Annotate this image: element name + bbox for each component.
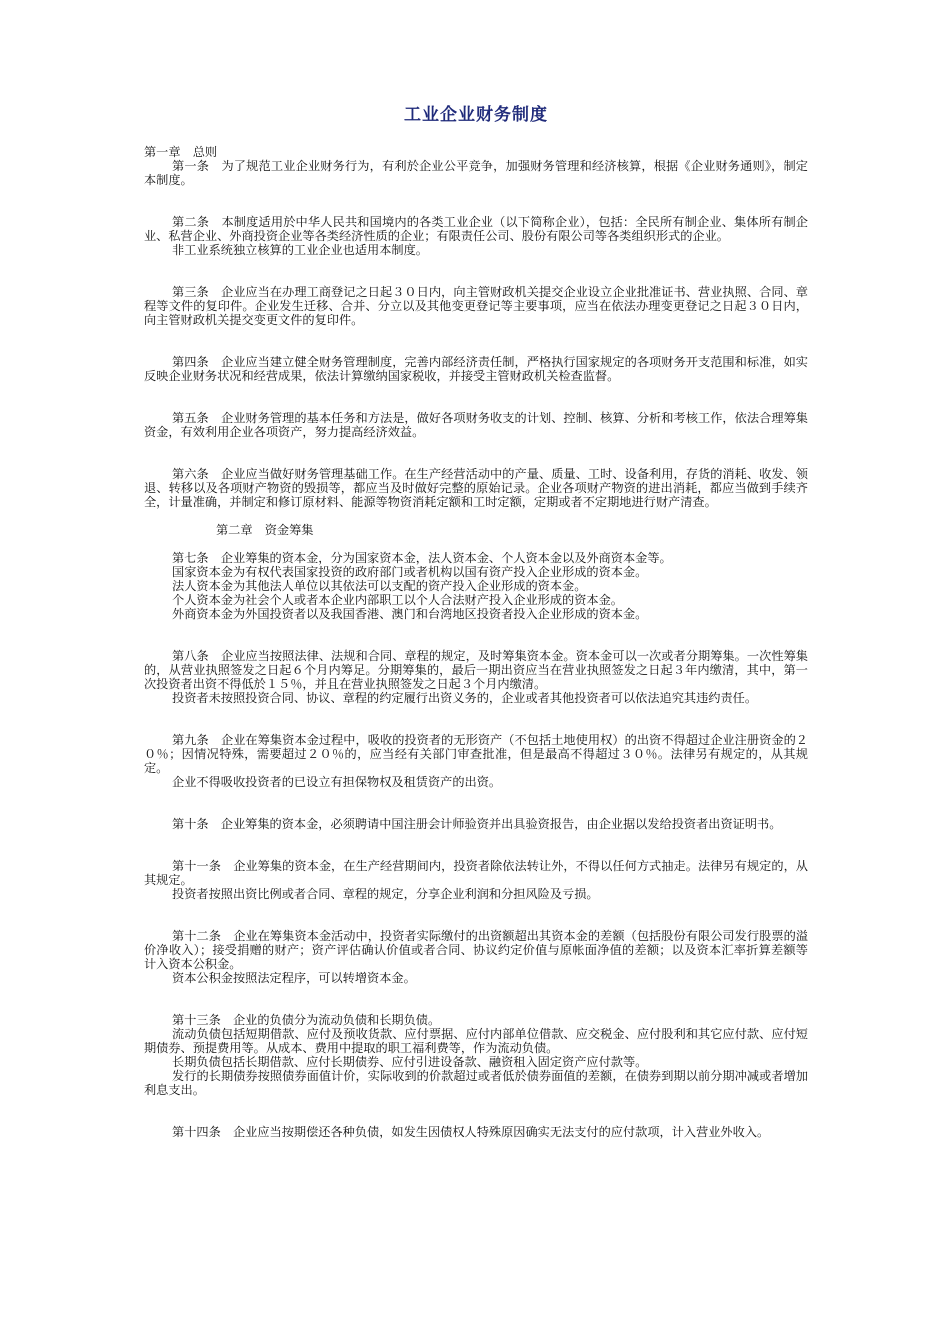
article-paragraph: 第六条 企业应当做好财务管理基础工作。在生产经营活动中的产量、质量、工时、设备利用，存货的消耗、收发、领退、转移以及各项财产物资的毁损等，都应当及时做好完整的原始记录。企业各项财产物资的进出消耗，都应当做到手续齐全，计量准确，并制定和修订原材料、能源等物资消耗定额和工时定额，定期或者不定期地进行财产清查。 — [144, 467, 808, 509]
sub-paragraph: 长期负债包括长期借款、应付长期债券、应付引进设备款、融资租入固定资产应付款等。 — [172, 1055, 648, 1069]
article-paragraph: 第五条 企业财务管理的基本任务和方法是，做好各项财务收支的计划、控制、核算、分析和考核工作，依法合理筹集资金，有效利用企业各项资产，努力提高经济效益。 — [144, 411, 808, 439]
sub-paragraph: 个人资本金为社会个人或者本企业内部职工以个人合法财产投入企业形成的资本金。 — [172, 593, 623, 607]
article-paragraph: 第八条 企业应当按照法律、法规和合同、章程的规定，及时筹集资本金。资本金可以一次或者分期筹集。一次性筹集的，从营业执照签发之日起６个月内筹足。分期筹集的，最后一期出资应当在营业执照签发之日起３年内缴清，其中，第一次投资者出资不得低於１５％，并且在营业执照签发之日起３个月内缴清。 — [144, 649, 808, 691]
sub-paragraph: 流动负债包括短期借款、应付及预收货款、应付票据、应付内部单位借款、应交税金、应付股利和其它应付款、应付短期债券、预提费用等。从成本、费用中提取的职工福利费等，作为流动负债。 — [144, 1027, 808, 1055]
sub-paragraph: 国家资本金为有权代表国家投资的政府部门或者机构以国有资产投入企业形成的资本金。 — [172, 565, 648, 579]
article-paragraph: 第二条 本制度适用於中华人民共和国境内的各类工业企业（以下简称企业），包括：全民所有制企业、集体所有制企业、私营企业、外商投资企业等各类经济性质的企业；有限责任公司、股份有限公司等各类组织形式的企业。 — [144, 215, 808, 243]
sub-paragraph: 投资者未按照投资合同、协议、章程的约定履行出资义务的，企业或者其他投资者可以依法追究其违约责任。 — [172, 691, 758, 705]
sub-paragraph: 外商资本金为外国投资者以及我国香港、澳门和台湾地区投资者投入企业形成的资本金。 — [172, 607, 648, 621]
sub-paragraph: 发行的长期债券按照债券面值计价，实际收到的价款超过或者低於债券面值的差额，在债券到期以前分期冲减或者增加利息支出。 — [144, 1069, 808, 1097]
sub-paragraph: 投资者按照出资比例或者合同、章程的规定，分享企业利润和分担风险及亏损。 — [172, 887, 599, 901]
document-title: 工业企业财务制度 — [404, 105, 548, 125]
article-paragraph: 第四条 企业应当建立健全财务管理制度，完善内部经济责任制，严格执行国家规定的各项财务开支范围和标准，如实反映企业财务状况和经营成果，依法计算缴纳国家税收，并接受主管财政机关检查监督。 — [144, 355, 808, 383]
article-paragraph: 第十二条 企业在筹集资本金活动中，投资者实际缴付的出资额超出其资本金的差额（包括股份有限公司发行股票的溢价净收入）；接受捐赠的财产；资产评估确认价值或者合同、协议约定价值与原帐面净值的差额；以及资本汇率折算差额等计入资本公积金。 — [144, 929, 808, 971]
article-paragraph: 第七条 企业筹集的资本金，分为国家资本金，法人资本金、个人资本金以及外商资本金等。 — [172, 551, 672, 565]
article-paragraph: 第十四条 企业应当按期偿还各种负债，如发生因债权人特殊原因确实无法支付的应付款项，计入营业外收入。 — [172, 1125, 770, 1139]
article-paragraph: 第九条 企业在筹集资本金过程中，吸收的投资者的无形资产（不包括土地使用权）的出资不得超过企业注册资金的２０％；因情况特殊，需要超过２０％的，应当经有关部门审查批准，但是最高不得超过３０％。法律另有规定的，从其规定。 — [144, 733, 808, 775]
article-paragraph: 第十三条 企业的负债分为流动负债和长期负债。 — [172, 1013, 441, 1027]
article-paragraph: 第一条 为了规范工业企业财务行为，有利於企业公平竞争，加强财务管理和经济核算，根据《企业财务通则》，制定本制度。 — [144, 159, 808, 187]
sub-paragraph: 非工业系统独立核算的工业企业也适用本制度。 — [172, 243, 428, 257]
sub-paragraph: 企业不得吸收投资者的已设立有担保物权及租赁资产的出资。 — [172, 775, 502, 789]
chapter-heading: 第一章 总则 — [144, 145, 218, 159]
article-paragraph: 第三条 企业应当在办理工商登记之日起３０日内，向主管财政机关提交企业设立企业批准证书、营业执照、合同、章程等文件的复印件。企业发生迁移、合并、分立以及其他变更登记等主要事项，应当在依法办理变更登记之日起３０日内，向主管财政机关提交变更文件的复印件。 — [144, 285, 808, 327]
sub-paragraph: 法人资本金为其他法人单位以其依法可以支配的资产投入企业形成的资本金。 — [172, 579, 587, 593]
chapter-heading: 第二章 资金筹集 — [216, 523, 314, 537]
document-page — [144, 96, 808, 1139]
sub-paragraph: 资本公积金按照法定程序，可以转增资本金。 — [172, 971, 416, 985]
article-paragraph: 第十条 企业筹集的资本金，必须聘请中国注册会计师验资并出具验资报告，由企业据以发给投资者出资证明书。 — [172, 817, 782, 831]
article-paragraph: 第十一条 企业筹集的资本金，在生产经营期间内，投资者除依法转让外，不得以任何方式抽走。法律另有规定的，从其规定。 — [144, 859, 808, 887]
